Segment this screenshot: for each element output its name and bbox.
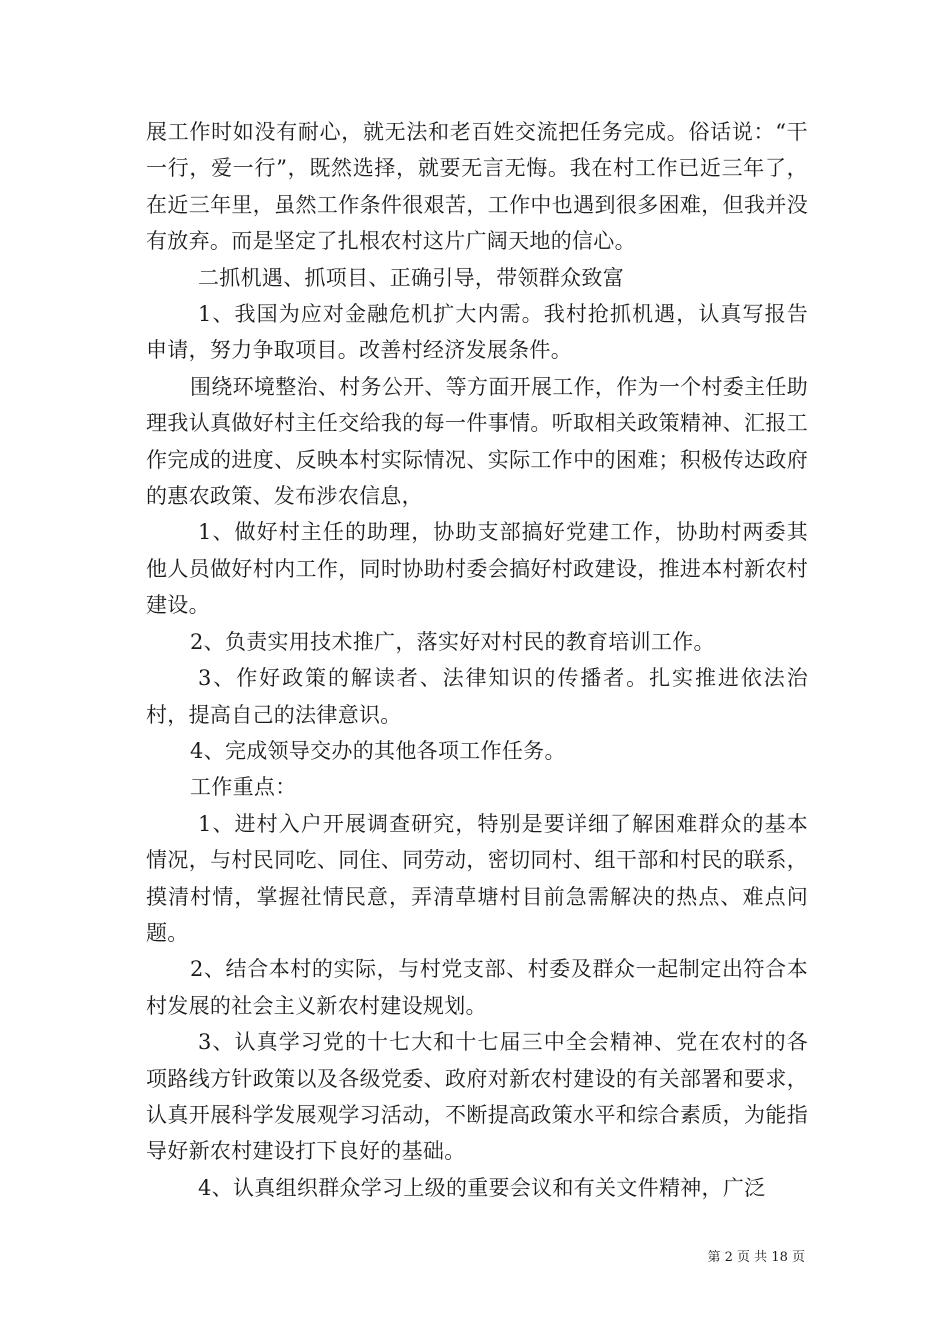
document-body [146, 114, 808, 1206]
paragraph-item: 1、我国为应对金融危机扩大内需。我村抢抓机遇，认真写报告申请，努力争取项目。改善村经济发展条件。 [146, 302, 808, 363]
paragraph: 围绕环境整治、村务公开、等方面开展工作，作为一个村委主任助理我认真做好村主任交给我的每一件事情。听取相关政策精神、汇报工作完成的进度、反映本村实际情况、实际工作中的困难；积极传达政府的惠农政策、发布涉农信息， [146, 374, 808, 509]
page-number: 第 2 页 共 18 页 [707, 1250, 805, 1265]
paragraph-item: 3、作好政策的解读者、法律知识的传播者。扎实推进依法治村，提高自己的法律意识。 [146, 666, 808, 727]
paragraph-item: 1、做好村主任的助理，协助支部搞好党建工作，协助村两委其他人员做好村内工作，同时协助村委会搞好村政建设，推进本村新农村建设。 [146, 520, 808, 618]
paragraph-item: 2、结合本村的实际，与村党支部、村委及群众一起制定出符合本村发展的社会主义新农村建设规划。 [146, 957, 808, 1018]
paragraph-item: 4、认真组织群众学习上级的重要会议和有关文件精神，广泛 [198, 1175, 766, 1200]
paragraph-item: 1、进村入户开展调查研究，特别是要详细了解困难群众的基本情况，与村民同吃、同住、同劳动，密切同村、组干部和村民的联系，摸清村情，掌握社情民意，弄清草塘村目前急需解决的热点、难点问题。 [146, 811, 808, 945]
paragraph-continuation: 展工作时如没有耐心，就无法和老百姓交流把任务完成。俗话说：“干一行，爱一行”，既然选择，就要无言无悔。我在村工作已近三年了，在近三年里，虽然工作条件很艰苦，工作中也遇到很多困难，但我并没有放弃。而是坚定了扎根农村这片广阔天地的信心。 [146, 120, 808, 254]
paragraph-item: 3、认真学习党的十七大和十七届三中全会精神、党在农村的各项路线方针政策以及各级党委、政府对新农村建设的有关部署和要求，认真开展科学发展观学习活动，不断提高政策水平和综合素质，为能指导好新农村建设打下良好的基础。 [146, 1030, 808, 1164]
section-heading: 二抓机遇、抓项目、正确引导，带领群众致富 [198, 265, 624, 290]
paragraph-item: 4、完成领导交办的其他各项工作任务。 [190, 738, 566, 763]
paragraph-item: 2、负责实用技术推广，落实好对村民的教育培训工作。 [190, 629, 715, 654]
section-heading: 工作重点： [190, 775, 297, 800]
